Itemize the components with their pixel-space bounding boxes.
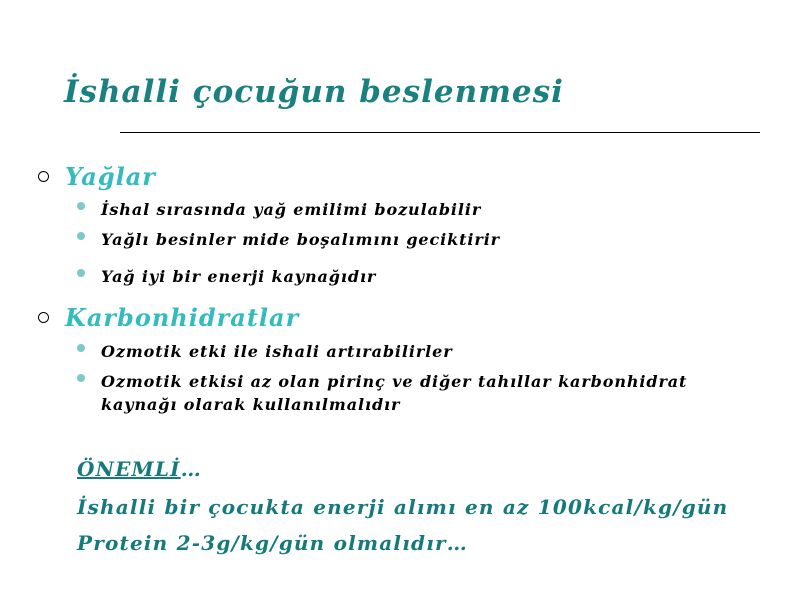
- bullet-dot-icon: [77, 269, 85, 277]
- bullet-dot-icon: [77, 202, 85, 210]
- important-label-line: [77, 457, 202, 481]
- section-heading: Yağlar: [65, 161, 156, 191]
- important-protein-line: Protein 2-3g/kg/gün olmalıdır…: [77, 531, 468, 555]
- bullet-dot-icon: [77, 232, 85, 240]
- bullet-item: [77, 198, 481, 221]
- bullet-item: [77, 340, 453, 363]
- title-divider: [120, 132, 760, 133]
- important-ellipsis: …: [180, 457, 202, 481]
- bullet-text: Yağ iyi bir enerji kaynağıdır: [101, 267, 377, 286]
- section-heading: Karbonhidratlar: [65, 302, 300, 332]
- bullet-dot-icon: [77, 344, 85, 352]
- bullet-dot-icon: [77, 374, 85, 382]
- bullet-text: Ozmotik etkisi az olan pirinç ve diğer tahıllar karbonhidrat kaynağı olarak kullanılmalıdır: [101, 372, 688, 414]
- bullet-text: Ozmotik etki ile ishali artırabilirler: [101, 342, 453, 361]
- section-karbonhidratlar: [38, 302, 299, 332]
- slide-title: İshalli çocuğun beslenmesi: [64, 74, 564, 110]
- important-energy-line: İshalli bir çocukta enerji alımı en az 100kcal/kg/gün: [77, 495, 729, 519]
- important-label: ÖNEMLİ: [77, 457, 181, 481]
- bullet-text: Yağlı besinler mide boşalımını geciktirir: [101, 230, 501, 249]
- section-yaglar: [38, 161, 156, 191]
- bullet-item: [77, 370, 761, 416]
- bullet-item: [77, 228, 500, 251]
- bullet-text: İshal sırasında yağ emilimi bozulabilir: [101, 200, 482, 219]
- bullet-item: [77, 265, 376, 288]
- hollow-circle-bullet-icon: [38, 312, 49, 323]
- hollow-circle-bullet-icon: [38, 171, 49, 182]
